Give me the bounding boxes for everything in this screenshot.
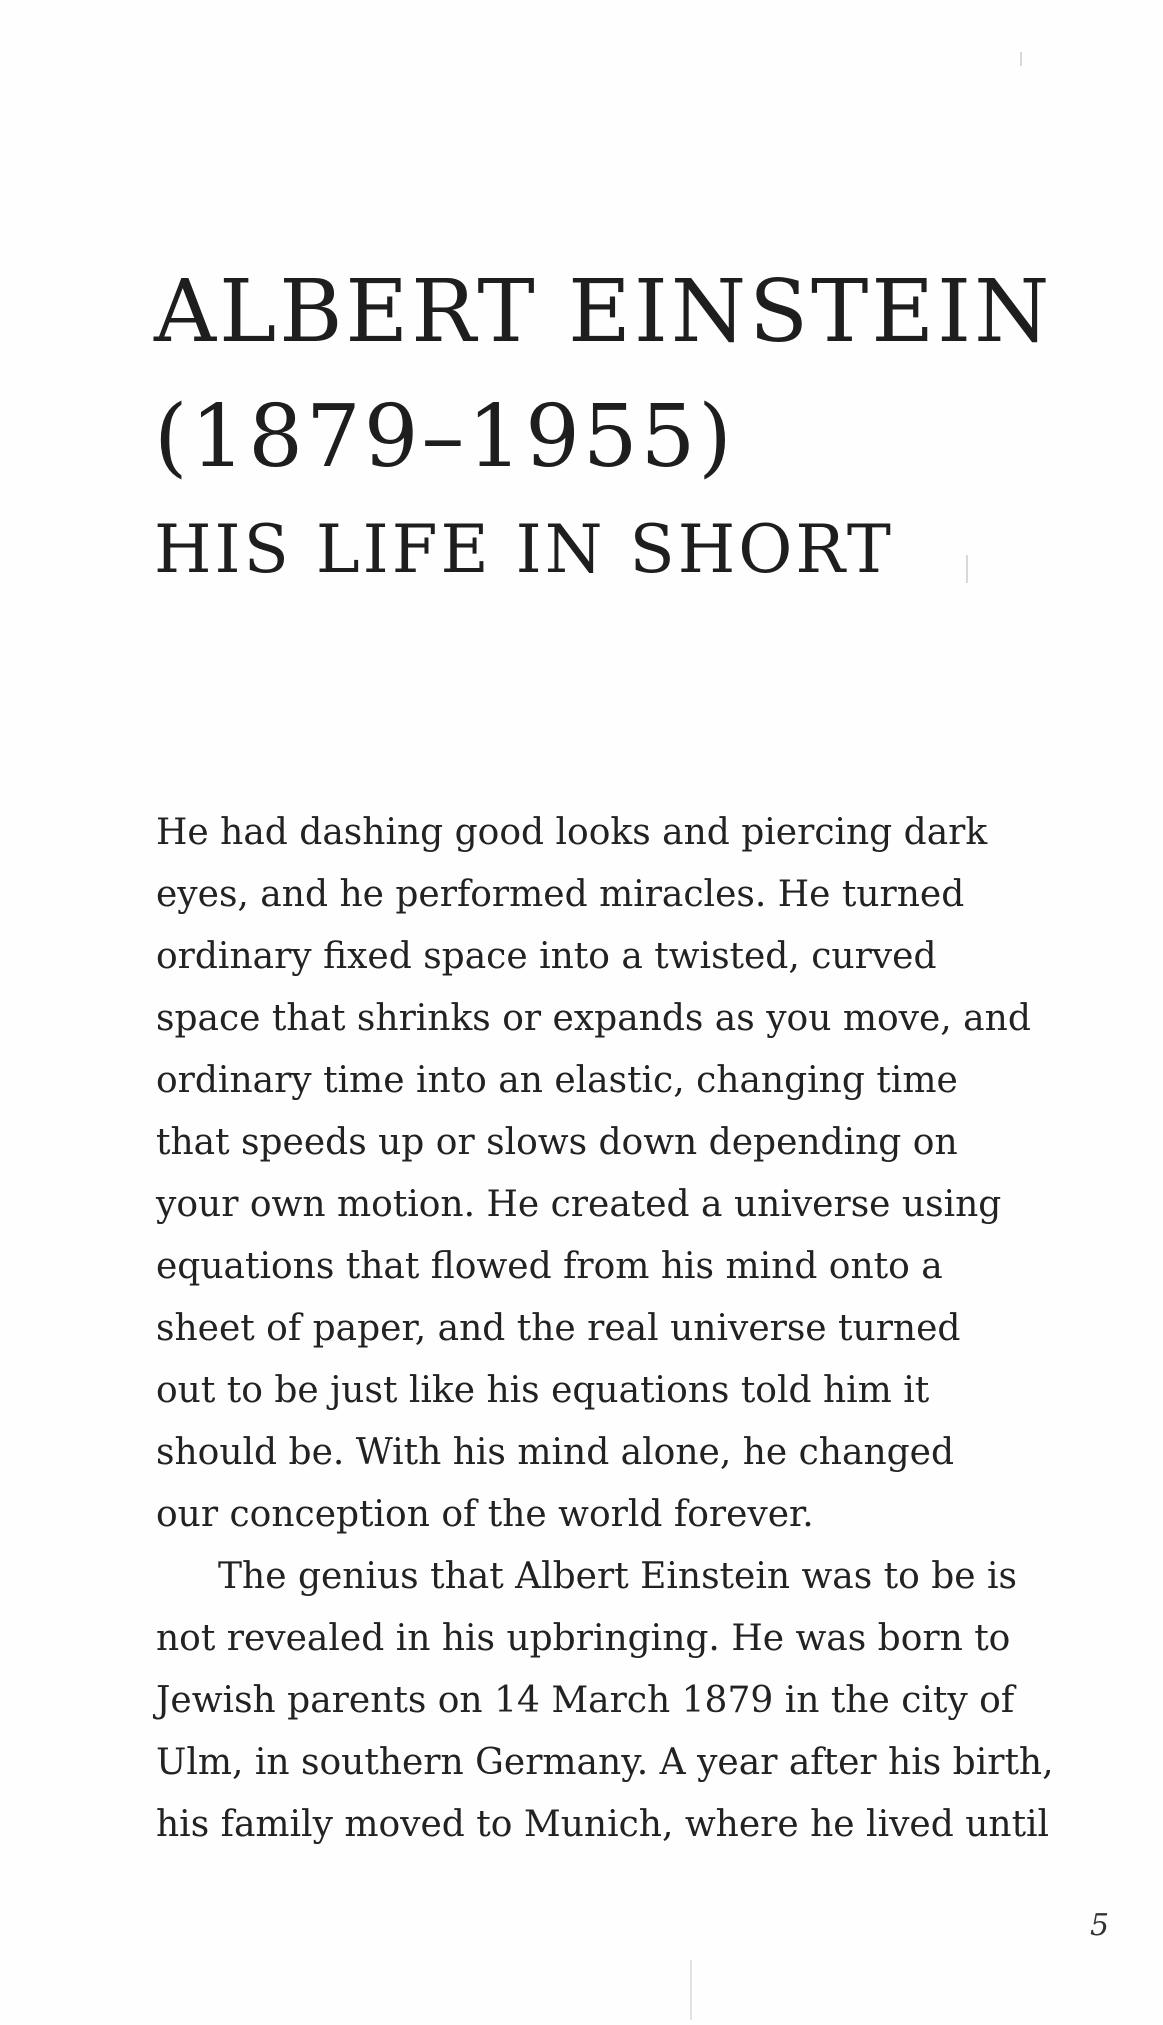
paragraph-2 [156,1546,1066,1856]
chapter-subtitle: HIS LIFE IN SHORT [154,511,894,588]
text-line: out to be just like his equations told him it [156,1370,930,1411]
text-line: ordinary fixed space into a twisted, curved [156,936,937,977]
text-line: He had dashing good looks and piercing dark [156,812,988,853]
chapter-title-name: ALBERT EINSTEIN [154,262,1053,362]
chapter-title-dates: (1879–1955) [154,387,735,487]
text-line: Jewish parents on 14 March 1879 in the city of [156,1680,1015,1721]
paragraph-1 [156,802,1066,1546]
text-line: sheet of paper, and the real universe turned [156,1308,961,1349]
paper-speck [1020,52,1022,66]
text-line: our conception of the world forever. [156,1494,814,1535]
text-line: Ulm, in southern Germany. A year after his birth, [156,1742,1054,1783]
text-line: The genius that Albert Einstein was to be is [218,1556,1018,1597]
text-line: his family moved to Munich, where he lived until [156,1804,1050,1845]
text-line: ordinary time into an elastic, changing time [156,1060,958,1101]
text-line: space that shrinks or expands as you move, and [156,998,1031,1039]
chapter-body [156,802,1066,1856]
text-line: your own motion. He created a universe using [156,1184,1002,1225]
text-line: that speeds up or slows down depending on [156,1122,958,1163]
text-line: should be. With his mind alone, he changed [156,1432,955,1473]
chapter-heading [154,250,1074,600]
page-number: 5 [1090,1908,1110,1943]
text-line: equations that flowed from his mind onto a [156,1246,943,1287]
paper-speck [690,1960,692,2020]
text-line: eyes, and he performed miracles. He turned [156,874,965,915]
text-line: not revealed in his upbringing. He was born to [156,1618,1011,1659]
